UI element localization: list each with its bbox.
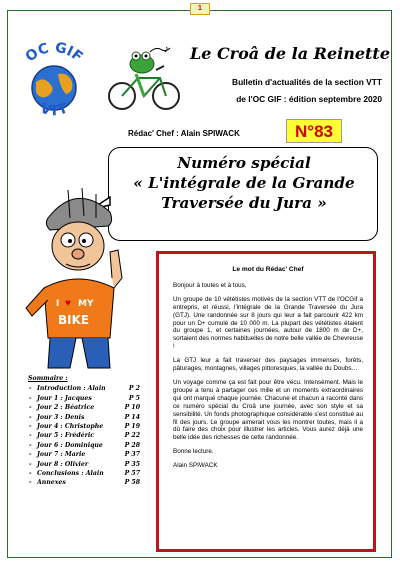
special-line-2: « L'intégrale de la Grande — [133, 174, 355, 192]
summary-item[interactable]: - Conclusions : Alain P 57 — [28, 469, 140, 478]
summary-list — [28, 384, 140, 487]
summary-item[interactable]: - Jour 7 : Marie P 37 — [28, 450, 140, 459]
editorial-signature: Alain SPIWACK — [173, 462, 218, 470]
summary-item[interactable]: - Jour 5 : Frédéric P 22 — [28, 431, 140, 440]
page-number: 1 — [190, 3, 210, 15]
special-line-1: Numéro spécial — [177, 154, 311, 172]
editorial-paragraph-3: Un voyage comme ça est fait pour être vécu. Intensément. Mais le groupe a tenu à partager ces mille et un moments extraordinaires qui ont marqué chaque journée. Chacune et chacun a raconté dans ce numéro spécial du Croâ une journée, avec son style et sa sensibilité. Un fonds photographique considérable s'est constitué au fil des jours. Le groupe aimerait vous les montrer toutes, mais il a dû faire des choix pour illustrer les articles. Vous aurez déjà une belle idée des richesses de cette randonnée. — [173, 378, 363, 442]
editorial-greeting: Bonjour à toutes et à tous, — [173, 281, 247, 289]
summary-title: Sommaire : — [28, 375, 68, 382]
subtitle-line-2: de l'OC GIF : édition septembre 2020 — [236, 94, 382, 104]
logo-bottom-text: VTT — [38, 100, 71, 120]
editorial-heading: Le mot du Rédac' Chef — [232, 266, 304, 273]
summary-item[interactable]: - Jour 8 : Olivier P 35 — [28, 460, 140, 469]
heart-icon: ♥ — [65, 298, 71, 309]
summary-item[interactable]: - Jour 1 : Jacques P 5 — [28, 394, 140, 403]
issue-number: N°83 — [286, 119, 342, 143]
editorial-paragraph-1: Un groupe de 10 vététistes motivés de la section VTT de l'OCGif a entrepris, et réussi, l'intégrale de la Grande Traversée du Jura (GTJ). Une randonnée sur 8 jours qui leur a fait parcourir 422 km pour un D+ cumulé de 10 000 m. La plupart des vététistes étaient du groupe 1, et certaines journées, autour de 1800 m de D+, sortaient des normes habituelles de notre belle vallée de Chevreuse ! — [173, 295, 363, 351]
shirt-text-i: I — [56, 299, 60, 309]
logo-top-text: OC GIF — [22, 39, 86, 66]
editorial-content — [173, 266, 363, 476]
club-logo — [14, 38, 94, 126]
summary-item[interactable]: - Jour 2 : Béatrice P 10 — [28, 403, 140, 412]
bulletin-subtitle — [172, 74, 382, 108]
special-line-3: Traversée du Jura » — [161, 194, 327, 212]
summary-item[interactable]: - Annexes P 58 — [28, 478, 140, 487]
editorial-closing: Bonne lecture. — [173, 448, 214, 456]
special-issue-title — [114, 153, 374, 213]
summary-item[interactable]: - Jour 4 : Christophe P 19 — [28, 422, 140, 431]
editorial-paragraph-2: La GTJ leur a fait traverser des paysages immenses, forêts, pâturages, montagnes, villages pittoresques, la vallée du Doubs… — [173, 357, 363, 373]
shirt-text-bike: BIKE — [58, 313, 90, 327]
editorial-box — [156, 251, 376, 552]
svg-text:♪: ♪ — [164, 46, 169, 54]
shirt-text-my: MY — [78, 299, 94, 309]
summary-item[interactable]: - Introduction : Alain P 2 — [28, 384, 140, 393]
summary-item[interactable]: - Jour 3 : Denis P 14 — [28, 413, 140, 422]
summary-item[interactable]: - Jour 6 : Dominique P 28 — [28, 441, 140, 450]
cartoon-cyclist — [18, 178, 133, 373]
svg-text:OC GIF — [23, 40, 86, 66]
table-of-contents — [28, 374, 140, 488]
subtitle-line-1: Bulletin d'actualités de la section VTT — [232, 77, 382, 87]
bulletin-title: Le Croâ de la Reinette — [189, 44, 390, 63]
editor-credit: Rédac' Chef : Alain SPIWACK — [128, 129, 240, 138]
